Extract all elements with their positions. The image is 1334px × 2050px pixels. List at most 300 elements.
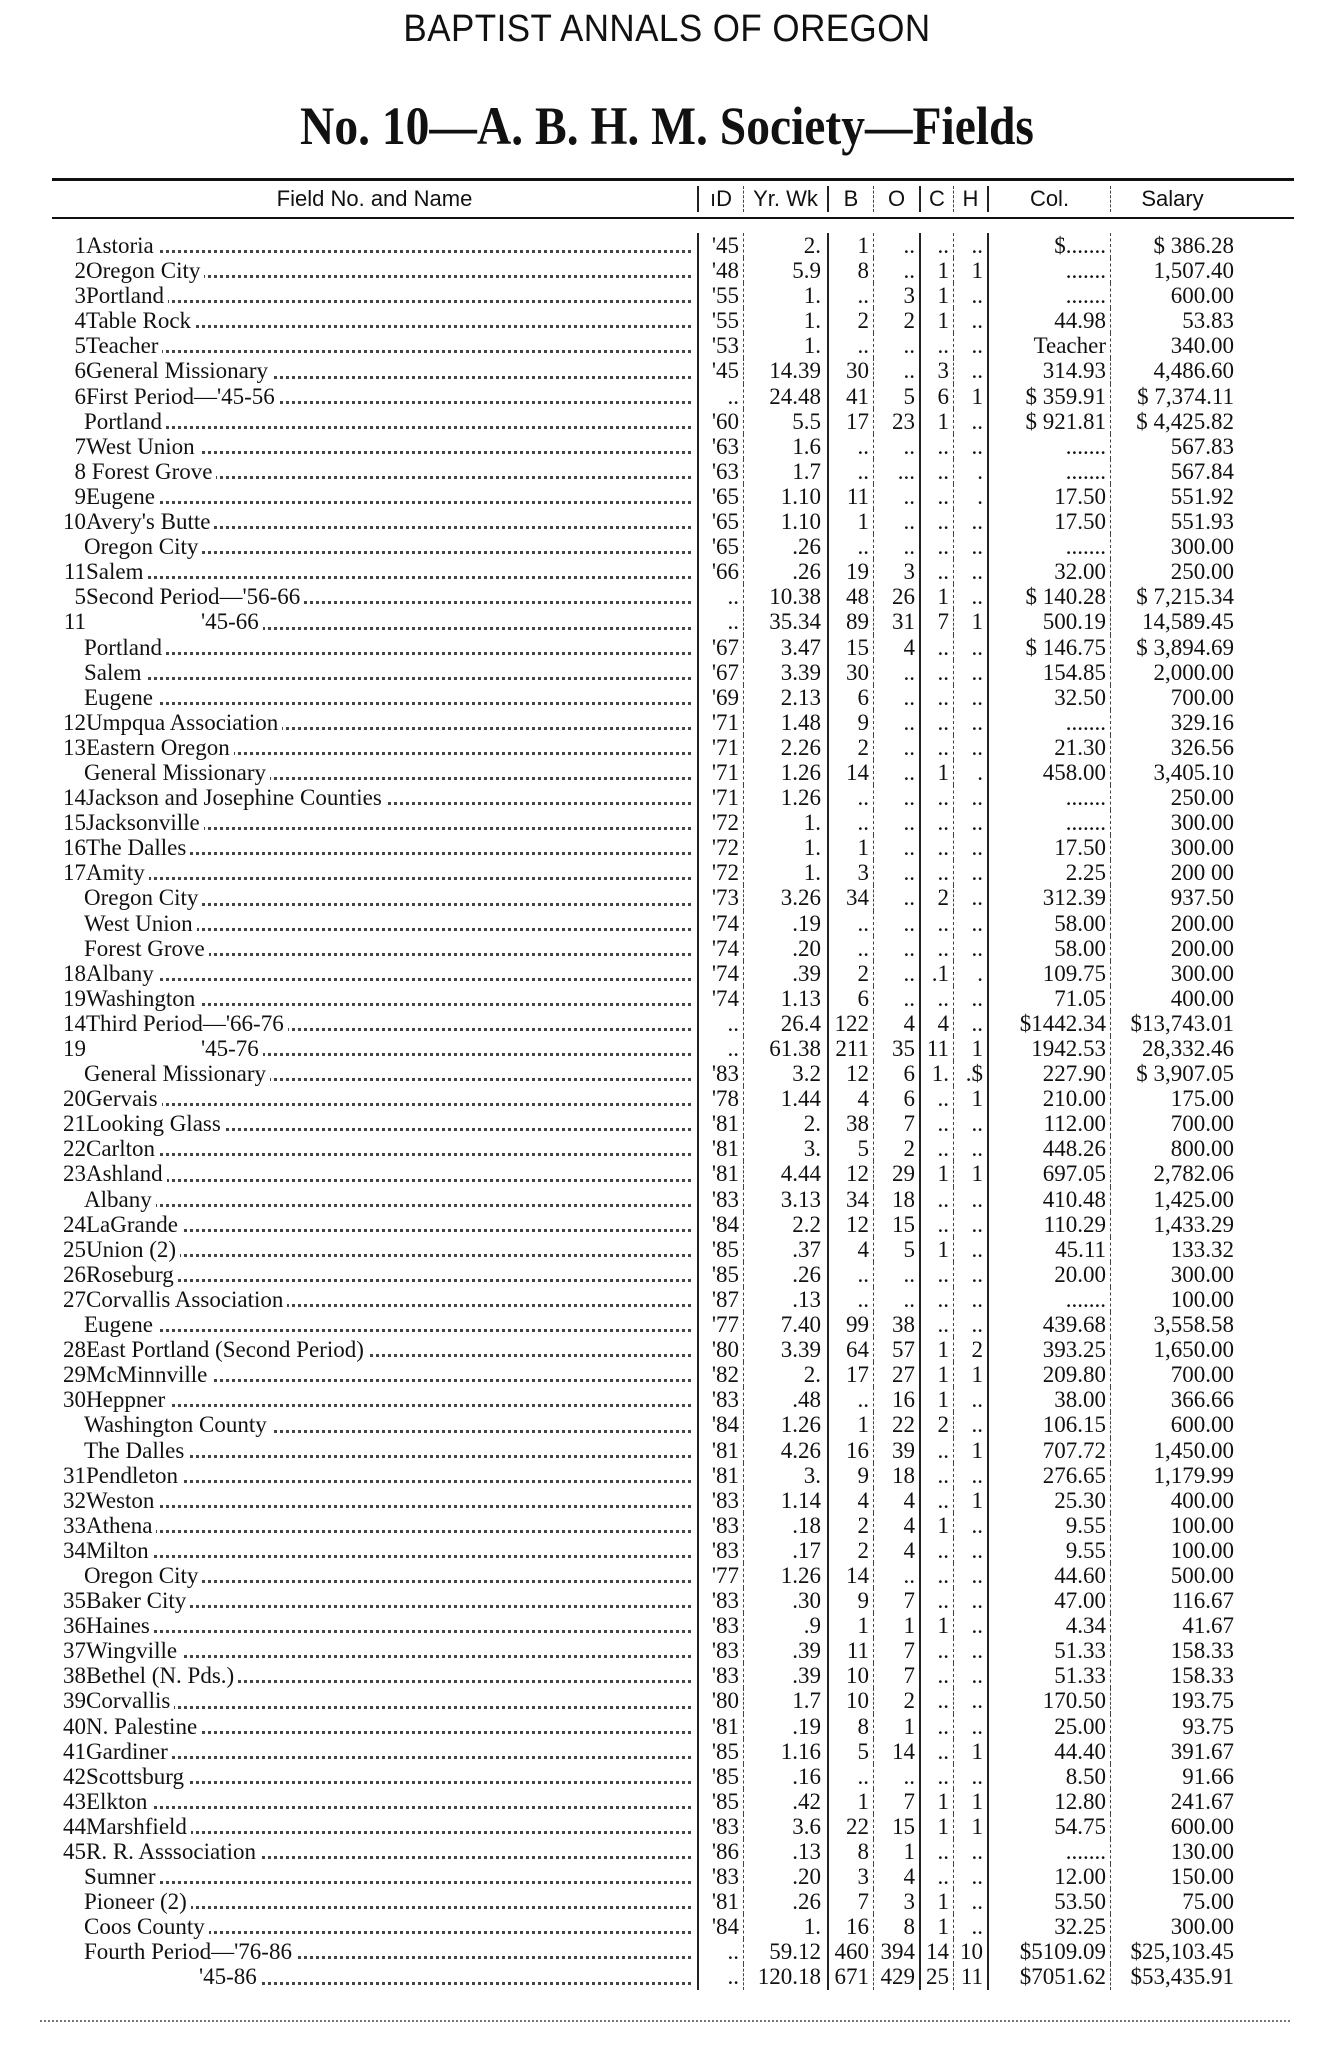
cell-b: ..	[827, 283, 873, 308]
field-label	[52, 509, 214, 534]
cell-salary: 100.00	[1110, 1287, 1234, 1312]
cell-salary: 75.00	[1110, 1889, 1234, 1914]
field-name: Albany	[84, 1186, 152, 1212]
cell-o: 394	[873, 1939, 919, 1964]
field-name: Marshfield	[86, 1813, 187, 1839]
cell-salary: 600.00	[1110, 1814, 1234, 1839]
field-name: Oregon City	[84, 534, 199, 560]
cell-yr-wk: 2.2	[743, 1212, 827, 1237]
cell-d: '85	[697, 1237, 743, 1262]
cell-yr-wk: .30	[743, 1588, 827, 1613]
cell-b: 11	[827, 1638, 873, 1663]
cell-field-name	[52, 1337, 697, 1362]
cell-field-name	[52, 609, 697, 634]
cell-o: 5	[873, 384, 919, 409]
cell-h: ..	[953, 885, 987, 910]
cell-col: 8.50	[987, 1764, 1110, 1789]
field-label	[52, 1036, 263, 1061]
field-name: Washington	[86, 985, 196, 1011]
cell-yr-wk: 35.34	[743, 609, 827, 634]
field-label	[52, 760, 270, 785]
cell-salary: 3,558.58	[1110, 1312, 1234, 1337]
cell-h: ..	[953, 1764, 987, 1789]
cell-d: ..	[697, 584, 743, 609]
cell-field-name	[52, 1061, 697, 1086]
field-name: Eugene	[86, 483, 155, 509]
cell-c: ..	[919, 1136, 953, 1161]
cell-field-name	[52, 1312, 697, 1337]
field-number: 8	[74, 458, 86, 484]
cell-c: 25	[919, 1964, 953, 1989]
cell-col: 410.48	[987, 1187, 1110, 1212]
cell-h: ..	[953, 308, 987, 333]
field-number: 14	[63, 1010, 86, 1036]
cell-o: 3	[873, 283, 919, 308]
cell-d: '81	[697, 1889, 743, 1914]
cell-h: ..	[953, 735, 987, 760]
cell-o: 29	[873, 1161, 919, 1186]
cell-b: 2	[827, 735, 873, 760]
field-label	[52, 1287, 287, 1312]
cell-field-name	[52, 635, 697, 660]
cell-d: '86	[697, 1839, 743, 1864]
cell-col: 4.34	[987, 1613, 1110, 1638]
cell-b: 12	[827, 1212, 873, 1237]
table-row	[52, 1789, 1294, 1814]
table-row	[52, 534, 1294, 559]
cell-o: 2	[873, 1136, 919, 1161]
cell-o: 22	[873, 1412, 919, 1437]
field-label	[52, 559, 148, 584]
field-label	[52, 860, 149, 885]
field-number: 12	[63, 709, 86, 735]
cell-yr-wk: 1.10	[743, 484, 827, 509]
table-row	[52, 1412, 1294, 1437]
field-name: Haines	[86, 1613, 150, 1639]
cell-d: '45	[697, 358, 743, 383]
field-number: 6	[74, 383, 86, 409]
cell-yr-wk: 1.7	[743, 1688, 827, 1713]
field-label	[52, 409, 166, 434]
field-label	[52, 1262, 178, 1287]
cell-field-name	[52, 1964, 697, 1989]
cell-field-name	[52, 835, 697, 860]
cell-c: ..	[919, 1312, 953, 1337]
cell-o: 57	[873, 1337, 919, 1362]
table-row	[52, 1613, 1294, 1638]
cell-salary: 329.16	[1110, 710, 1234, 735]
cell-h: ..	[953, 835, 987, 860]
cell-h: ..	[953, 911, 987, 936]
cell-yr-wk: 2.13	[743, 685, 827, 710]
cell-o: 7	[873, 1663, 919, 1688]
cell-salary: 200.00	[1110, 936, 1234, 961]
cell-salary: 1,425.00	[1110, 1187, 1234, 1212]
table-row	[52, 835, 1294, 860]
cell-h: ..	[953, 810, 987, 835]
field-number: 15	[63, 810, 86, 836]
field-label	[52, 635, 166, 660]
cell-col: 9.55	[987, 1513, 1110, 1538]
cell-h: ..	[953, 1187, 987, 1212]
header-b: B	[827, 186, 873, 212]
field-name: Forest Grove	[86, 458, 213, 484]
cell-o: ..	[873, 484, 919, 509]
cell-c: 1	[919, 1161, 953, 1186]
cell-c: ..	[919, 860, 953, 885]
cell-col: 227.90	[987, 1061, 1110, 1086]
cell-col: $7051.62	[987, 1964, 1110, 1989]
table-row	[52, 1337, 1294, 1362]
field-label	[52, 1212, 182, 1237]
cell-c: 6	[919, 384, 953, 409]
field-name: Pioneer (2)	[84, 1889, 187, 1915]
cell-col: 9.55	[987, 1538, 1110, 1563]
cell-field-name	[52, 735, 697, 760]
cell-o: 15	[873, 1814, 919, 1839]
field-label	[52, 1688, 174, 1713]
cell-d: '80	[697, 1688, 743, 1713]
cell-o: 1	[873, 1613, 919, 1638]
field-number: 32	[63, 1487, 86, 1513]
cell-b: 6	[827, 685, 873, 710]
cell-salary: 600.00	[1110, 283, 1234, 308]
header-h: H	[953, 186, 987, 212]
cell-b: 3	[827, 860, 873, 885]
field-label	[52, 1387, 169, 1412]
cell-col: 32.00	[987, 559, 1110, 584]
cell-h: ..	[953, 333, 987, 358]
cell-field-name	[52, 509, 697, 534]
cell-b: 8	[827, 1839, 873, 1864]
cell-c: ..	[919, 1438, 953, 1463]
cell-c: ..	[919, 1638, 953, 1663]
cell-b: 34	[827, 1187, 873, 1212]
field-name: Albany	[86, 960, 154, 986]
cell-yr-wk: .18	[743, 1513, 827, 1538]
field-label	[52, 1939, 296, 1964]
cell-field-name	[52, 1789, 697, 1814]
cell-yr-wk: 1.16	[743, 1739, 827, 1764]
cell-d: '45	[697, 233, 743, 258]
cell-d: '83	[697, 1387, 743, 1412]
cell-salary: 300.00	[1110, 1914, 1234, 1939]
field-name: Pendleton	[86, 1462, 178, 1488]
field-name: Scottsburg	[86, 1763, 184, 1789]
cell-d: '74	[697, 961, 743, 986]
cell-field-name	[52, 258, 697, 283]
cell-field-name	[52, 1663, 697, 1688]
cell-d: '55	[697, 283, 743, 308]
cell-d: '67	[697, 635, 743, 660]
header-col: Col.	[987, 186, 1110, 212]
cell-o: 5	[873, 1237, 919, 1262]
cell-salary: 250.00	[1110, 559, 1234, 584]
cell-d: '80	[697, 1337, 743, 1362]
cell-salary: 551.92	[1110, 484, 1234, 509]
cell-field-name	[52, 1362, 697, 1387]
cell-salary: 567.83	[1110, 434, 1234, 459]
cell-b: ..	[827, 1387, 873, 1412]
table-row	[52, 358, 1294, 383]
cell-salary: 700.00	[1110, 1111, 1234, 1136]
field-label	[52, 1839, 260, 1864]
cell-b: 2	[827, 308, 873, 333]
cell-c: ..	[919, 1864, 953, 1889]
cell-col: .......	[987, 459, 1110, 484]
table-row	[52, 961, 1294, 986]
cell-yr-wk: 2.	[743, 1362, 827, 1387]
field-label	[52, 308, 195, 333]
cell-h: ..	[953, 1588, 987, 1613]
cell-d: '78	[697, 1086, 743, 1111]
field-name: Looking Glass	[86, 1111, 221, 1137]
field-name: Eastern Oregon	[86, 734, 230, 760]
field-name: Heppner	[86, 1387, 166, 1413]
cell-field-name	[52, 484, 697, 509]
cell-c: 1	[919, 1889, 953, 1914]
field-name: Athena	[86, 1512, 153, 1538]
cell-h: ..	[953, 1463, 987, 1488]
field-number: 2	[74, 258, 86, 284]
table-row	[52, 258, 1294, 283]
cell-salary: 391.67	[1110, 1739, 1234, 1764]
table-row	[52, 1964, 1294, 1989]
cell-salary: 1,179.99	[1110, 1463, 1234, 1488]
cell-b: 14	[827, 760, 873, 785]
cell-c: ..	[919, 710, 953, 735]
cell-d: '55	[697, 308, 743, 333]
field-number: 36	[63, 1613, 86, 1639]
cell-o: 4	[873, 1538, 919, 1563]
cell-yr-wk: .37	[743, 1237, 827, 1262]
field-label	[52, 358, 272, 383]
cell-b: 2	[827, 1538, 873, 1563]
table-row	[52, 1036, 1294, 1061]
field-label	[52, 1588, 190, 1613]
table-row	[52, 509, 1294, 534]
cell-col: 707.72	[987, 1438, 1110, 1463]
field-label	[52, 1312, 157, 1337]
cell-o: ..	[873, 885, 919, 910]
cell-field-name	[52, 911, 697, 936]
field-label	[52, 1111, 225, 1136]
cell-d: '71	[697, 785, 743, 810]
cell-col: 20.00	[987, 1262, 1110, 1287]
cell-salary: 200 00	[1110, 860, 1234, 885]
cell-c: 3	[919, 358, 953, 383]
field-name: Bethel (N. Pds.)	[86, 1663, 235, 1689]
fields-table	[52, 178, 1294, 1990]
cell-b: 211	[827, 1036, 873, 1061]
cell-col: $ 359.91	[987, 384, 1110, 409]
cell-c: ..	[919, 685, 953, 710]
cell-c: 1	[919, 283, 953, 308]
field-number: 20	[63, 1086, 86, 1112]
table-row	[52, 1764, 1294, 1789]
cell-d: '83	[697, 1638, 743, 1663]
cell-yr-wk: 7.40	[743, 1312, 827, 1337]
cell-d: '72	[697, 810, 743, 835]
cell-col: 32.25	[987, 1914, 1110, 1939]
cell-field-name	[52, 760, 697, 785]
field-label	[52, 810, 204, 835]
field-name: Wingville	[86, 1638, 178, 1664]
cell-h: 11	[953, 1964, 987, 1989]
field-name: Fourth Period—'76-86	[84, 1939, 292, 1965]
header-c: C	[919, 186, 953, 212]
cell-field-name	[52, 1688, 697, 1713]
cell-col: 47.00	[987, 1588, 1110, 1613]
cell-h: 1	[953, 1036, 987, 1061]
field-label	[52, 1061, 270, 1086]
field-label	[52, 1613, 154, 1638]
field-name: '45-86	[84, 1964, 257, 1990]
cell-col: .......	[987, 434, 1110, 459]
cell-o: 3	[873, 1889, 919, 1914]
cell-h: 1	[953, 258, 987, 283]
cell-h: ..	[953, 1111, 987, 1136]
cell-o: 7	[873, 1588, 919, 1613]
cell-d: '74	[697, 936, 743, 961]
cell-salary: $53,435.91	[1110, 1964, 1234, 1989]
cell-b: 2	[827, 1513, 873, 1538]
cell-o: ..	[873, 685, 919, 710]
cell-salary: 93.75	[1110, 1714, 1234, 1739]
table-row	[52, 810, 1294, 835]
cell-col: 17.50	[987, 484, 1110, 509]
cell-col: 154.85	[987, 660, 1110, 685]
cell-field-name	[52, 1438, 697, 1463]
cell-o: 18	[873, 1463, 919, 1488]
cell-h: ..	[953, 283, 987, 308]
cell-yr-wk: 5.5	[743, 409, 827, 434]
cell-h: ..	[953, 1011, 987, 1036]
cell-h: ..	[953, 1212, 987, 1237]
cell-h: .	[953, 961, 987, 986]
cell-b: 4	[827, 1086, 873, 1111]
field-number: 27	[63, 1286, 86, 1312]
cell-col: .......	[987, 1287, 1110, 1312]
cell-o: 38	[873, 1312, 919, 1337]
cell-h: 1	[953, 1438, 987, 1463]
cell-salary: 150.00	[1110, 1864, 1234, 1889]
cell-salary: 130.00	[1110, 1839, 1234, 1864]
field-number: 40	[63, 1713, 86, 1739]
cell-salary: 4,486.60	[1110, 358, 1234, 383]
cell-b: 11	[827, 484, 873, 509]
cell-field-name	[52, 785, 697, 810]
cell-o: 1	[873, 1714, 919, 1739]
cell-b: 38	[827, 1111, 873, 1136]
cell-salary: 366.66	[1110, 1387, 1234, 1412]
cell-b: 17	[827, 1362, 873, 1387]
cell-field-name	[52, 660, 697, 685]
field-label	[52, 961, 158, 986]
cell-field-name	[52, 986, 697, 1011]
cell-salary: 700.00	[1110, 685, 1234, 710]
table-row	[52, 1161, 1294, 1186]
field-label	[52, 1864, 160, 1889]
cell-b: 5	[827, 1136, 873, 1161]
cell-c: 1	[919, 308, 953, 333]
cell-b: ..	[827, 1764, 873, 1789]
cell-salary: 1,650.00	[1110, 1337, 1234, 1362]
cell-c: ..	[919, 1739, 953, 1764]
cell-d: '63	[697, 459, 743, 484]
table-row	[52, 860, 1294, 885]
cell-d: '83	[697, 1513, 743, 1538]
cell-col: .......	[987, 785, 1110, 810]
field-name: General Missionary	[84, 759, 267, 785]
cell-field-name	[52, 283, 697, 308]
cell-h: 2	[953, 1337, 987, 1362]
cell-h: ..	[953, 1387, 987, 1412]
cell-col: .......	[987, 258, 1110, 283]
cell-field-name	[52, 409, 697, 434]
cell-field-name	[52, 1262, 697, 1287]
table-row	[52, 1513, 1294, 1538]
cell-h: ..	[953, 1914, 987, 1939]
table-row	[52, 635, 1294, 660]
cell-b: 1	[827, 1789, 873, 1814]
cell-col: .......	[987, 534, 1110, 559]
cell-b: 17	[827, 409, 873, 434]
cell-field-name	[52, 1939, 697, 1964]
cell-c: 2	[919, 1412, 953, 1437]
field-number: 17	[63, 860, 86, 886]
cell-o: 7	[873, 1638, 919, 1663]
cell-c: ..	[919, 785, 953, 810]
cell-col: 44.40	[987, 1739, 1110, 1764]
cell-col: 210.00	[987, 1086, 1110, 1111]
cell-salary: 400.00	[1110, 1488, 1234, 1513]
cell-o: 14	[873, 1739, 919, 1764]
table-row	[52, 1111, 1294, 1136]
cell-salary: 300.00	[1110, 961, 1234, 986]
cell-o: ..	[873, 710, 919, 735]
cell-b: 41	[827, 384, 873, 409]
field-label	[52, 685, 157, 710]
cell-salary: 326.56	[1110, 735, 1234, 760]
field-name: Third Period—'66-76	[86, 1010, 284, 1036]
cell-h: ..	[953, 936, 987, 961]
cell-col: 21.30	[987, 735, 1110, 760]
cell-b: 4	[827, 1237, 873, 1262]
cell-b: 460	[827, 1939, 873, 1964]
cell-h: 1	[953, 609, 987, 634]
field-label	[52, 1964, 261, 1989]
cell-h: ..	[953, 1513, 987, 1538]
table-row	[52, 308, 1294, 333]
cell-h: .$	[953, 1061, 987, 1086]
cell-c: ..	[919, 835, 953, 860]
field-label	[52, 609, 263, 634]
field-label	[52, 1714, 201, 1739]
field-name: Umpqua Association	[86, 709, 279, 735]
field-name: Ashland	[86, 1161, 163, 1187]
cell-c: ..	[919, 1839, 953, 1864]
cell-col: 58.00	[987, 936, 1110, 961]
cell-field-name	[52, 1814, 697, 1839]
cell-c: ..	[919, 1563, 953, 1588]
cell-salary: $ 386.28	[1110, 233, 1234, 258]
cell-h: ..	[953, 1237, 987, 1262]
field-name: Eugene	[84, 1312, 153, 1338]
cell-c: ..	[919, 1463, 953, 1488]
cell-col: $.......	[987, 233, 1110, 258]
cell-b: 30	[827, 660, 873, 685]
